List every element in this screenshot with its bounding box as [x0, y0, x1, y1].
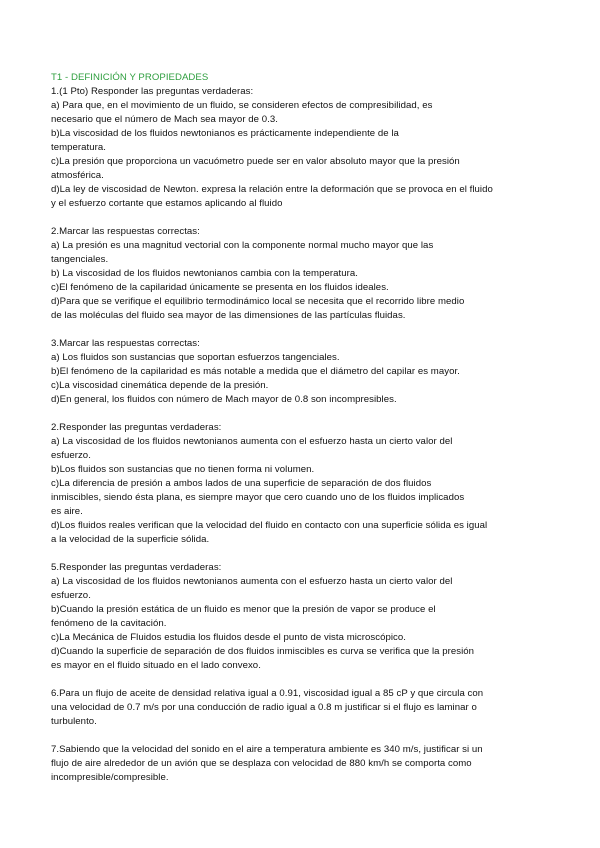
question-title: 5.Responder las preguntas verdaderas:	[51, 562, 222, 573]
question-line: esfuerzo.	[51, 450, 91, 461]
question-title: 2.Responder las preguntas verdaderas:	[51, 422, 222, 433]
question-line: temperatura.	[51, 142, 106, 153]
question-line: a) La viscosidad de los fluidos newtonianos aumenta con el esfuerzo hasta un cierto valor del	[51, 576, 453, 587]
block-spacer	[51, 323, 551, 337]
question-list	[51, 85, 551, 785]
question-line: d)La ley de viscosidad de Newton. expresa la relación entre la deformación que se provoca en el fluido	[51, 184, 493, 195]
question-line: atmosférica.	[51, 170, 104, 181]
question-line: b)Los fluidos son sustancias que no tienen forma ni volumen.	[51, 464, 315, 475]
question-title: 3.Marcar las respuestas correctas:	[51, 338, 200, 349]
question-line: turbulento.	[51, 716, 97, 727]
question-line: una velocidad de 0.7 m/s por una conducción de radio igual a 0.8 m justificar si el flujo es laminar o	[51, 702, 477, 713]
question-line: b)La viscosidad de los fluidos newtonianos es prácticamente independiente de la	[51, 128, 399, 139]
block-spacer	[51, 729, 551, 743]
question-block	[51, 337, 551, 407]
question-line: de las moléculas del fluido sea mayor de las dimensiones de las partículas fluidas.	[51, 310, 406, 321]
question-line: b)Cuando la presión estática de un fluido es menor que la presión de vapor se produce el	[51, 604, 436, 615]
question-line: c)La Mecánica de Fluidos estudia los fluidos desde el punto de vista microscópico.	[51, 632, 406, 643]
question-line: a) Los fluidos son sustancias que soportan esfuerzos tangenciales.	[51, 352, 340, 363]
block-spacer	[51, 547, 551, 561]
question-line: d)Para que se verifique el equilibrio termodinámico local se necesita que el recorrido libre medio	[51, 296, 465, 307]
section-heading: T1 - DEFINICIÓN Y PROPIEDADES	[51, 72, 209, 83]
question-block	[51, 687, 551, 729]
question-line: c)La presión que proporciona un vacuómetro puede ser en valor absoluto mayor que la presión	[51, 156, 460, 167]
question-line: b) La viscosidad de los fluidos newtonianos cambia con la temperatura.	[51, 268, 358, 279]
question-line: necesario que el número de Mach sea mayor de 0.3.	[51, 114, 278, 125]
question-line: d)En general, los fluidos con número de Mach mayor de 0.8 son incompresibles.	[51, 394, 397, 405]
question-title: 1.(1 Pto) Responder las preguntas verdaderas:	[51, 86, 254, 97]
question-line: d)Los fluidos reales verifican que la velocidad del fluido en contacto con una superficie sólida es igual	[51, 520, 488, 531]
question-line: fenómeno de la cavitación.	[51, 618, 167, 629]
question-block	[51, 743, 551, 785]
question-line: a) La presión es una magnitud vectorial con la componente normal mucho mayor que las	[51, 240, 434, 251]
question-line: a) La viscosidad de los fluidos newtonianos aumenta con el esfuerzo hasta un cierto valor del	[51, 436, 453, 447]
question-block	[51, 225, 551, 323]
question-line: esfuerzo.	[51, 590, 91, 601]
question-line: es aire.	[51, 506, 83, 517]
block-spacer	[51, 673, 551, 687]
question-line: flujo de aire alrededor de un avión que se desplaza con velocidad de 880 km/h se comporta como	[51, 758, 472, 769]
block-spacer	[51, 211, 551, 225]
question-line: b)El fenómeno de la capilaridad es más notable a medida que el diámetro del capilar es mayor.	[51, 366, 460, 377]
question-block	[51, 85, 551, 211]
document-content	[51, 71, 551, 785]
question-line: incompresible/compresible.	[51, 772, 169, 783]
question-block	[51, 561, 551, 673]
question-line: d)Cuando la superficie de separación de dos fluidos inmiscibles es curva se verifica que la presión	[51, 646, 475, 657]
question-title: 6.Para un flujo de aceite de densidad relativa igual a 0.91, viscosidad igual a 85 cP y que circula con	[51, 688, 484, 699]
question-title: 2.Marcar las respuestas correctas:	[51, 226, 200, 237]
question-line: a la velocidad de la superficie sólida.	[51, 534, 210, 545]
question-line: tangenciales.	[51, 254, 109, 265]
question-line: es mayor en el fluido situado en el lado convexo.	[51, 660, 261, 671]
question-line: inmiscibles, siendo ésta plana, es siempre mayor que cero cuando uno de los fluidos implicados	[51, 492, 465, 503]
question-line: a) Para que, en el movimiento de un fluido, se consideren efectos de compresibilidad, es	[51, 100, 433, 111]
block-spacer	[51, 407, 551, 421]
question-line: c)El fenómeno de la capilaridad únicamente se presenta en los fluidos ideales.	[51, 282, 389, 293]
question-line: y el esfuerzo cortante que estamos aplicando al fluido	[51, 198, 283, 209]
question-title: 7.Sabiendo que la velocidad del sonido en el aire a temperatura ambiente es 340 m/s, justificar si un	[51, 744, 483, 755]
question-block	[51, 421, 551, 547]
question-line: c)La diferencia de presión a ambos lados de una superficie de separación de dos fluidos	[51, 478, 432, 489]
question-line: c)La viscosidad cinemática depende de la presión.	[51, 380, 269, 391]
